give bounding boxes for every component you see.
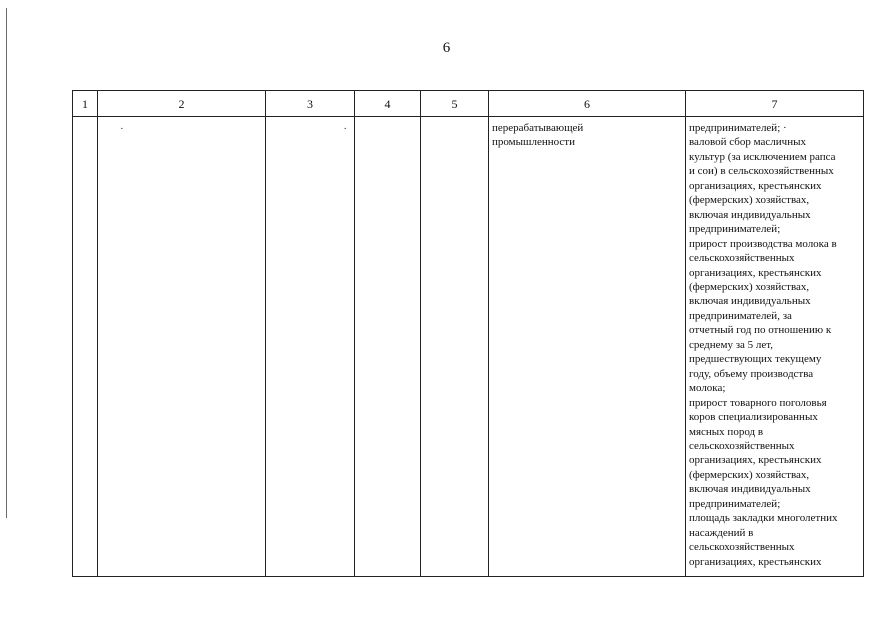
- stray-dot-mark: ·: [120, 123, 124, 135]
- column-header-2: 2: [98, 91, 266, 117]
- page-number: 6: [442, 40, 451, 56]
- column-header-7: 7: [686, 91, 864, 117]
- table-header-row: [73, 91, 864, 117]
- document-table: [72, 90, 864, 577]
- cell-col7: [686, 117, 864, 577]
- column-header-3: 3: [266, 91, 355, 117]
- column-header-1: 1: [73, 91, 98, 117]
- cell-col6-text: перерабатывающей промышленности: [492, 122, 584, 149]
- column-header-6: 6: [489, 91, 686, 117]
- column-header-5: 5: [421, 91, 489, 117]
- cell-col2: [98, 117, 266, 577]
- column-header-4: 4: [355, 91, 421, 117]
- table-row: [73, 117, 864, 577]
- page-margin-line: [6, 8, 7, 518]
- cell-col7-text: предпринимателей; · валовой сбор масличных культур (за исключением рапса и сои) в сельскохозяйственных организациях, крестьянских (фермерских) хозяйствах, включая индивидуальных предпринимателей; прирост производства молока в сельскохозяйственных организациях, крестьянских (фермерских) хозяйствах, включая индивидуальных предпринимателей, за отчетный год по отношению к среднему за 5 лет, предшествующих текущему году, объему производства молока; прирост товарного поголовья коров специализированных мясных пород в сельскохозяйственных организациях, крестьянских (фермерских) хозяйствах, включая индивидуальных предпринимателей; площадь закладки многолетних насаждений в сельскохозяйственных организациях, крестьянских: [689, 122, 838, 568]
- cell-col5: [421, 117, 489, 577]
- stray-dot-mark: ·: [343, 123, 347, 135]
- cell-col1: [73, 117, 98, 577]
- cell-col6: [489, 117, 686, 577]
- cell-col3: [266, 117, 355, 577]
- cell-col4: [355, 117, 421, 577]
